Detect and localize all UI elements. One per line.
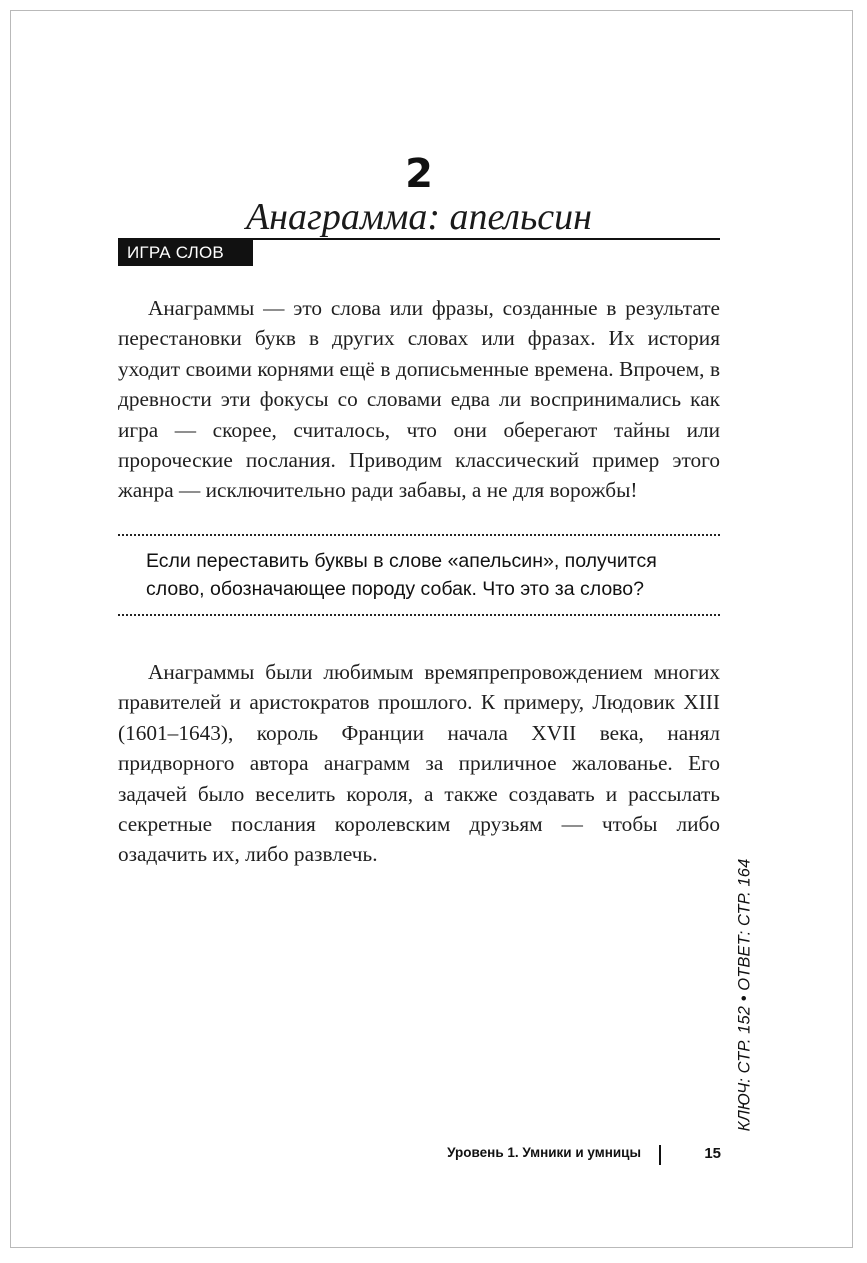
question-top-divider [118,534,720,536]
puzzle-title: Анаграмма: апельсин [245,196,593,238]
question-bottom-divider [118,614,720,616]
puzzle-number: 2 [405,151,433,197]
intro-paragraph: Анаграммы — это слова или фразы, созданные в результате перестановки букв в других словах или фразах. Их история уходит своими корнями ещё в дописьменные времена. Впрочем, в древности эти фокусы со словами едва ли воспринимались как игра — скорее, считалось, что они оберегают тайны или пророческие послания. Приводим классический пример этого жанра — исключительно ради забавы, а не для ворожбы! [118,296,720,503]
footer-level-title: Уровень 1. Умники и умницы [447,1145,641,1160]
key-answer-reference: КЛЮЧ: СТР. 152 • ОТВЕТ: СТР. 164 [735,858,754,1132]
category-label: ИГРА СЛОВ [118,240,253,266]
puzzle-question: Если переставить буквы в слове «апельсин», получится слово, обозначающее породу собак. Что это за слово? [146,550,657,600]
history-paragraph: Анаграммы были любимым времяпрепровождением многих правителей и аристократов прошлого. К примеру, Людовик XIII (1601–1643), король Франции начала XVII века, нанял придворного автора анаграмм за приличное жалованье. Его задачей было веселить короля, а также создавать и рассылать секретные послания королевским друзьям — чтобы либо озадачить их, либо развлечь. [118,660,720,867]
page-number: 15 [704,1145,721,1162]
footer-separator [659,1145,661,1165]
